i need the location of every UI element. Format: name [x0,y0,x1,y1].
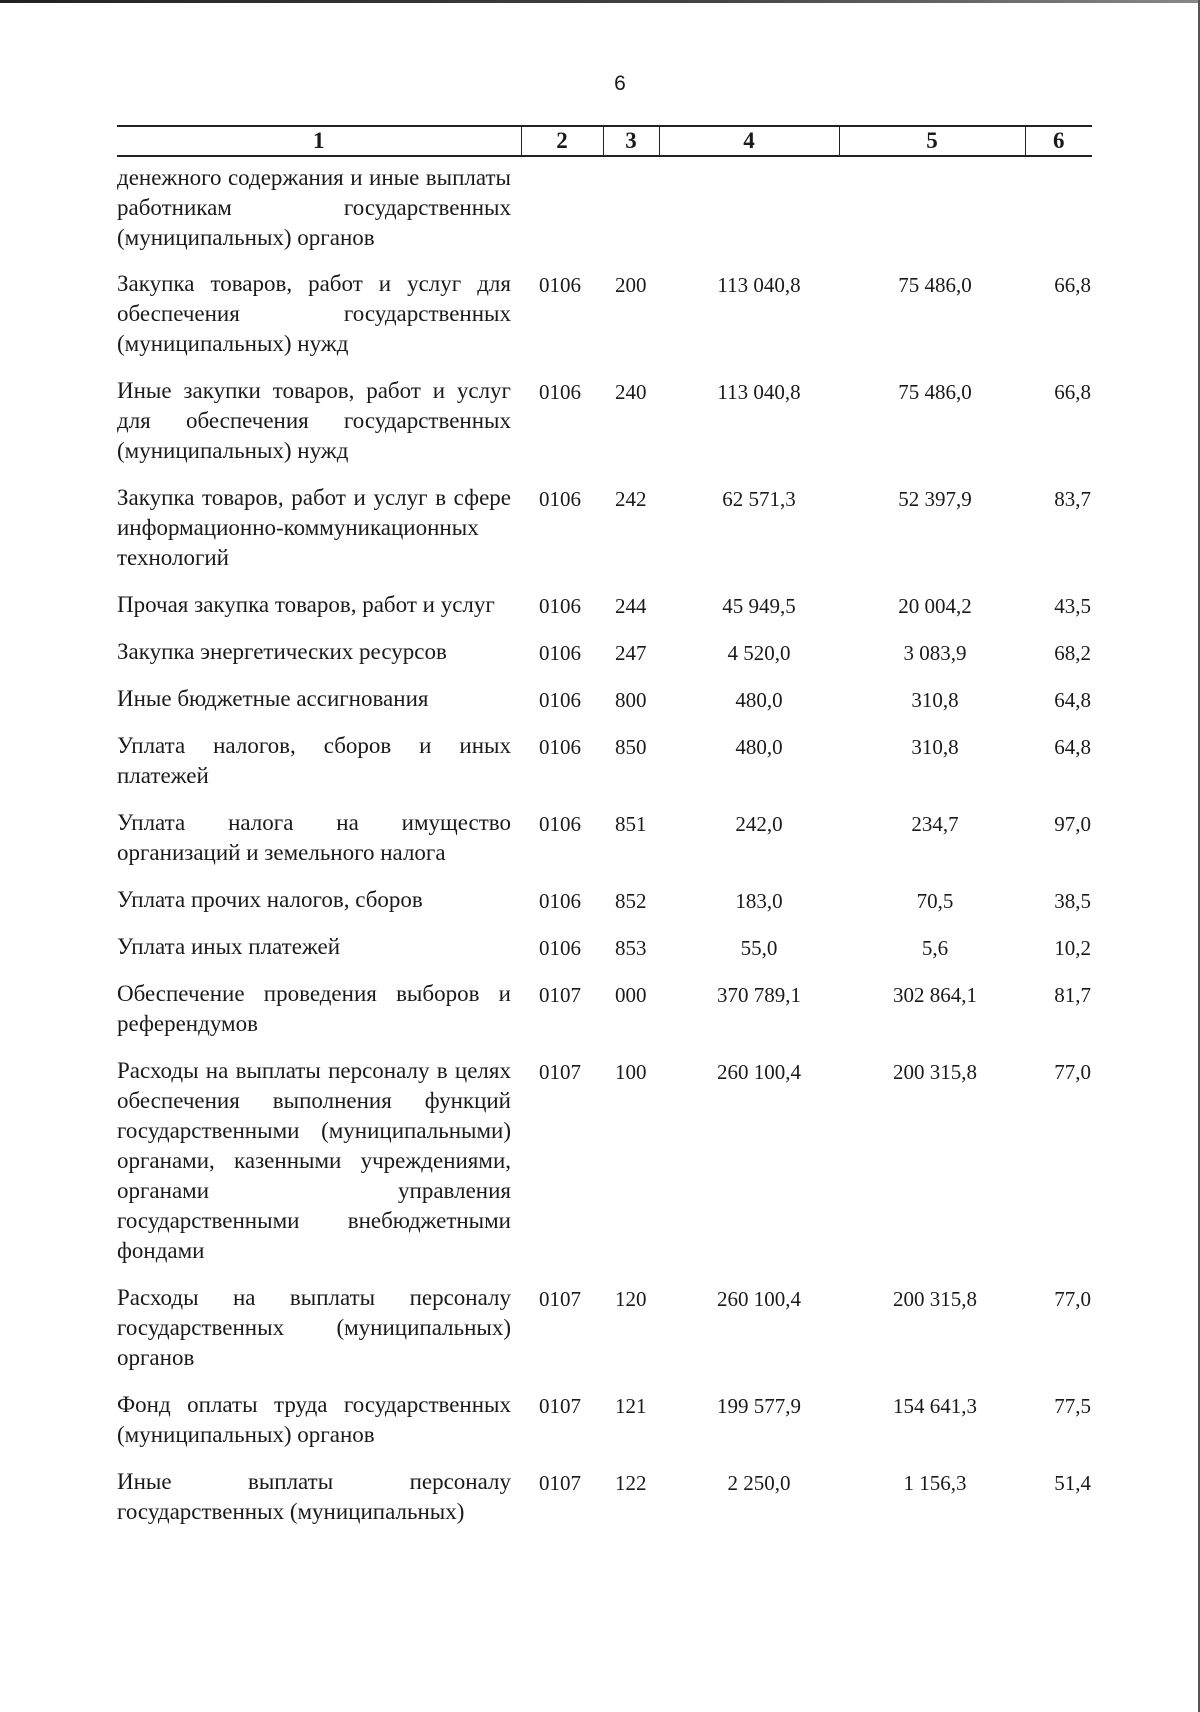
row-actual-value: 52 397,9 [898,487,972,511]
header-col-5: 5 [839,126,1025,156]
row-percent-value: 81,7 [1054,983,1091,1007]
row-name: Уплата налогов, сборов и иных платежей [117,733,511,788]
row-plan-value: 113 040,8 [717,273,801,297]
row-plan-value: 55,0 [740,936,778,960]
row-section-code: 0107 [539,1471,581,1495]
row-actual-value: 302 864,1 [893,983,977,1007]
row-section-code [521,156,603,269]
row-expense-code: 244 [615,594,647,618]
row-name: Закупка энергетических ресурсов [117,639,447,664]
row-name: Иные бюджетные ассигнования [117,686,429,711]
row-plan-value: 370 789,1 [717,983,801,1007]
table-row [117,1056,1092,1283]
row-actual-value: 154 641,3 [893,1394,977,1418]
row-expense-code: 120 [615,1287,647,1311]
row-section-code: 0107 [539,1394,581,1418]
row-percent-value: 38,5 [1054,889,1091,913]
row-actual-value: 20 004,2 [898,594,972,618]
row-section-code: 0107 [539,1060,581,1084]
row-actual-value: 200 315,8 [893,1060,977,1084]
row-percent-value: 64,8 [1054,735,1091,759]
table-row [117,376,1092,483]
row-percent-value: 66,8 [1054,380,1091,404]
row-expense-code: 122 [615,1471,647,1495]
row-actual-value: 234,7 [911,812,959,836]
row-percent-value: 10,2 [1054,936,1091,960]
row-plan-value [659,156,839,269]
table-row [117,932,1092,979]
row-percent-value: 83,7 [1054,487,1091,511]
row-expense-code: 852 [615,889,647,913]
row-name: денежного содержания и иные выплаты работникам государственных (муниципальных) органов [117,165,511,250]
table-row [117,156,1092,269]
row-percent-value [1025,156,1092,269]
row-expense-code: 851 [615,812,647,836]
row-actual-value: 75 486,0 [898,273,972,297]
row-plan-value: 2 250,0 [727,1471,791,1495]
row-section-code: 0106 [539,594,581,618]
row-actual-value: 1 156,3 [903,1471,967,1495]
row-percent-value: 77,5 [1054,1394,1091,1418]
row-plan-value: 260 100,4 [717,1287,801,1311]
row-percent-value: 77,0 [1054,1287,1091,1311]
row-section-code: 0106 [539,688,581,712]
row-plan-value: 199 577,9 [717,1394,801,1418]
row-expense-code [603,156,659,269]
row-section-code: 0106 [539,380,581,404]
row-name: Иные выплаты персоналу государственных (муниципальных) [117,1469,511,1524]
row-section-code: 0107 [539,1287,581,1311]
row-plan-value: 113 040,8 [717,380,801,404]
row-name: Иные закупки товаров, работ и услуг для обеспечения государственных (муниципальных) нужд [117,378,511,463]
row-plan-value: 260 100,4 [717,1060,801,1084]
row-expense-code: 121 [615,1394,647,1418]
row-expense-code: 240 [615,380,647,404]
row-expense-code: 000 [615,983,647,1007]
row-name: Расходы на выплаты персоналу государственных (муниципальных) органов [117,1285,511,1370]
table-row [117,1390,1092,1467]
row-name: Обеспечение проведения выборов и референдумов [117,981,511,1036]
table-header [117,126,1092,156]
row-expense-code: 247 [615,641,647,665]
header-col-4: 4 [659,126,839,156]
row-plan-value: 242,0 [735,812,783,836]
row-percent-value: 51,4 [1054,1471,1091,1495]
row-expense-code: 800 [615,688,647,712]
table-row [117,637,1092,684]
row-section-code: 0106 [539,812,581,836]
table-row [117,269,1092,376]
table-row [117,808,1092,885]
row-actual-value: 200 315,8 [893,1287,977,1311]
row-percent-value: 64,8 [1054,688,1091,712]
table-row [117,483,1092,590]
row-plan-value: 45 949,5 [722,594,796,618]
row-expense-code: 100 [615,1060,647,1084]
row-expense-code: 200 [615,273,647,297]
row-section-code: 0106 [539,889,581,913]
row-name: Расходы на выплаты персоналу в целях обеспечения выполнения функций государственными (муниципальными) органами, казенными учреждениями, органами управления государственными внебюджетными фондами [117,1058,511,1263]
row-section-code: 0106 [539,487,581,511]
row-expense-code: 850 [615,735,647,759]
row-actual-value: 310,8 [911,735,959,759]
row-name: Уплата налога на имущество организаций и земельного налога [117,810,511,865]
row-expense-code: 853 [615,936,647,960]
table-body [117,156,1092,1544]
table-row [117,979,1092,1056]
row-actual-value: 70,5 [916,889,954,913]
row-percent-value: 97,0 [1054,812,1091,836]
row-percent-value: 68,2 [1054,641,1091,665]
table-row [117,1283,1092,1390]
row-plan-value: 4 520,0 [727,641,791,665]
row-section-code: 0106 [539,735,581,759]
table-row [117,731,1092,808]
row-actual-value [839,156,1025,269]
row-section-code: 0106 [539,641,581,665]
row-percent-value: 77,0 [1054,1060,1091,1084]
row-expense-code: 242 [615,487,647,511]
scan-edge-top [0,0,1200,3]
row-section-code: 0107 [539,983,581,1007]
table-row [117,684,1092,731]
row-actual-value: 3 083,9 [903,641,967,665]
row-name: Уплата иных платежей [117,934,341,959]
row-plan-value: 480,0 [735,735,783,759]
row-actual-value: 5,6 [921,936,949,960]
row-plan-value: 62 571,3 [722,487,796,511]
header-col-2: 2 [521,126,603,156]
row-actual-value: 310,8 [911,688,959,712]
row-actual-value: 75 486,0 [898,380,972,404]
row-name: Фонд оплаты труда государственных (муниципальных) органов [117,1392,511,1447]
row-section-code: 0106 [539,273,581,297]
table-row [117,1467,1092,1544]
row-name: Уплата прочих налогов, сборов [117,887,423,912]
table-row [117,590,1092,637]
row-section-code: 0106 [539,936,581,960]
header-col-1: 1 [117,126,521,156]
table-row [117,885,1092,932]
row-name: Прочая закупка товаров, работ и услуг [117,592,495,617]
header-row [117,126,1092,156]
row-percent-value: 43,5 [1054,594,1091,618]
row-plan-value: 480,0 [735,688,783,712]
row-plan-value: 183,0 [735,889,783,913]
header-col-3: 3 [603,126,659,156]
row-name: Закупка товаров, работ и услуг в сфере информационно-коммуникационных технологий [117,485,511,570]
budget-table [117,125,1092,1544]
row-percent-value: 66,8 [1054,273,1091,297]
header-col-6: 6 [1025,126,1092,156]
row-name: Закупка товаров, работ и услуг для обеспечения государственных (муниципальных) нужд [117,271,511,356]
page-number: 6 [614,72,626,95]
